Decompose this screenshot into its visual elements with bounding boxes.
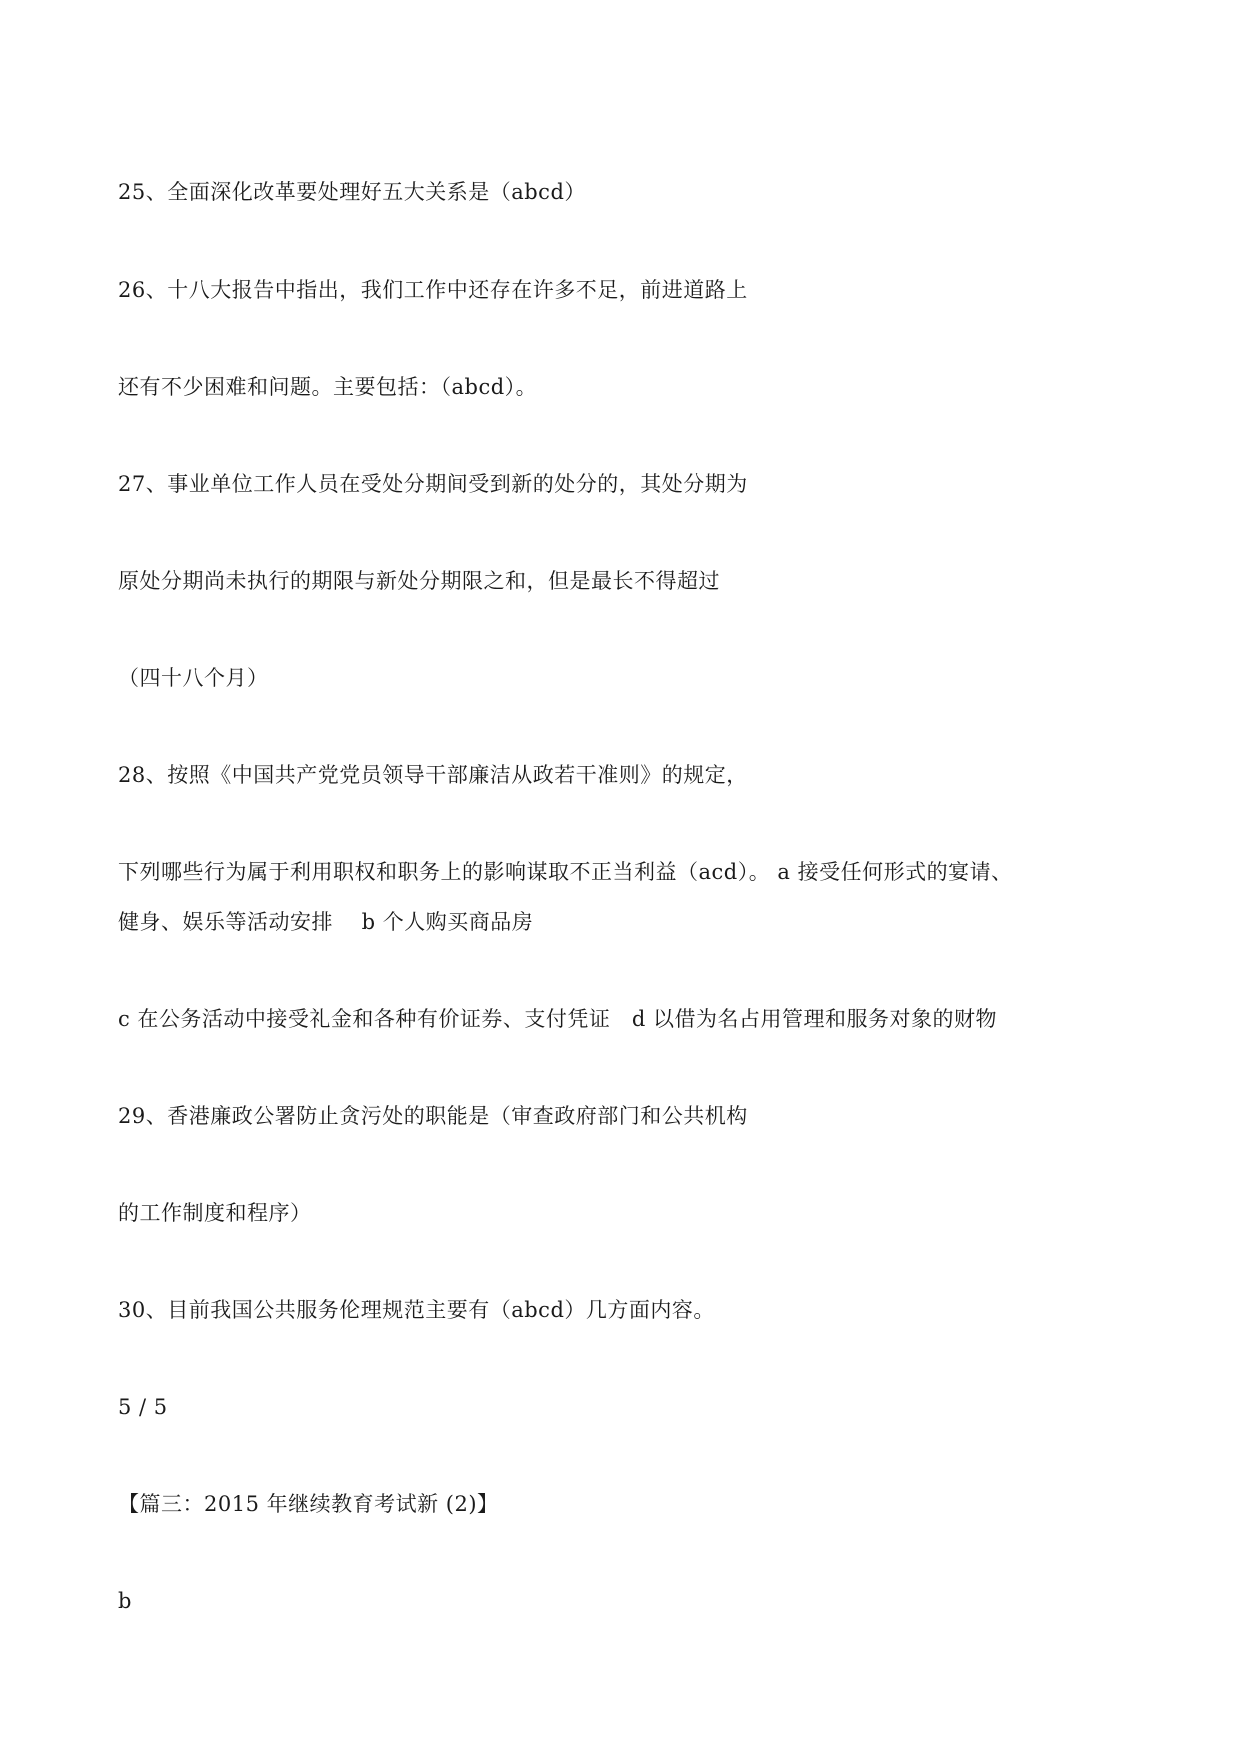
question-28-line-3: 健身、娱乐等活动安排 b 个人购买商品房 <box>118 910 534 934</box>
question-29-line-2: 的工作制度和程序） <box>118 1201 312 1225</box>
question-30: 30、目前我国公共服务伦理规范主要有（abcd）几方面内容。 <box>118 1298 715 1322</box>
question-25: 25、全面深化改革要处理好五大关系是（abcd） <box>118 180 586 204</box>
section-heading: 【篇三：2015 年继续教育考试新 (2)】 <box>118 1492 499 1516</box>
question-27-line-1: 27、事业单位工作人员在受处分期间受到新的处分的，其处分期为 <box>118 472 748 496</box>
page-number: 5 / 5 <box>118 1395 168 1419</box>
question-27-line-2: 原处分期尚未执行的期限与新处分期限之和，但是最长不得超过 <box>118 569 720 593</box>
question-28-line-4: c 在公务活动中接受礼金和各种有价证券、支付凭证 d 以借为名占用管理和服务对象的财物 <box>118 1007 998 1031</box>
question-28-line-1: 28、按照《中国共产党党员领导干部廉洁从政若干准则》的规定， <box>118 763 748 787</box>
question-29-line-1: 29、香港廉政公署防止贪污处的职能是（审查政府部门和公共机构 <box>118 1104 748 1128</box>
trailing-text: b <box>118 1589 132 1613</box>
question-26-line-2: 还有不少困难和问题。主要包括：（abcd）。 <box>118 375 538 399</box>
question-26-line-1: 26、十八大报告中指出，我们工作中还存在许多不足，前进道路上 <box>118 278 748 302</box>
question-28-line-2: 下列哪些行为属于利用职权和职务上的影响谋取不正当利益（acd）。 a 接受任何形式的宴请、 <box>118 860 1013 884</box>
question-27-answer: （四十八个月） <box>118 666 269 690</box>
